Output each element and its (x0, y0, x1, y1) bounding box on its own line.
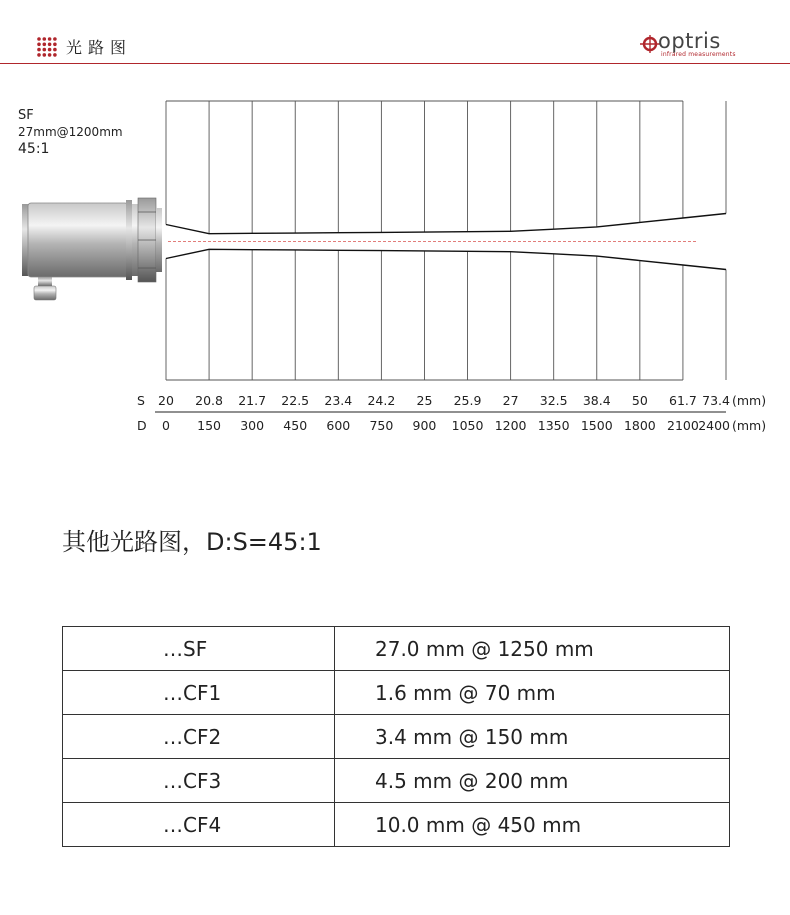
distance-label: 2100 (667, 418, 699, 433)
model-cell: …CF1 (63, 671, 335, 715)
table-row (63, 715, 730, 759)
logo-tagline: infrared measurements (661, 51, 736, 58)
spot-size-label: 27 (502, 393, 519, 408)
spot-size-label: 20.8 (195, 393, 223, 408)
spot-size-label: 61.7 (669, 393, 697, 408)
table-row (63, 759, 730, 803)
distance-label: 1050 (451, 418, 484, 433)
spot-size-label: 50 (631, 393, 648, 408)
model-cell: …CF3 (63, 759, 335, 803)
table-row (63, 627, 730, 671)
optics-table (62, 626, 730, 847)
logo-word: optris (658, 29, 721, 53)
distance-label: 750 (369, 418, 394, 433)
model-ratio: 45:1 (18, 141, 50, 157)
distance-label: 1200 (494, 418, 527, 433)
header-rule (0, 63, 790, 64)
table-row (63, 803, 730, 847)
model-cell: …SF (63, 627, 335, 671)
spec-cell: 27.0 mm @ 1250 mm (335, 627, 730, 671)
model-spot-spec: 27mm@1200mm (18, 125, 123, 139)
spec-cell: 3.4 mm @ 150 mm (335, 715, 730, 759)
table-row (63, 671, 730, 715)
beam-lower-edge (166, 249, 726, 269)
spot-size-label: 25 (416, 393, 433, 408)
spot-size-label: 32.5 (539, 393, 568, 408)
distance-grid (166, 101, 726, 380)
spot-size-label: 24.2 (367, 393, 396, 408)
dot-grid-icon (37, 37, 57, 57)
spot-size-label: 21.7 (238, 393, 267, 408)
distance-label: 300 (240, 418, 265, 433)
d-row-label: D (137, 418, 147, 433)
distance-label: 600 (326, 418, 351, 433)
distance-label: 1350 (537, 418, 570, 433)
other-optics-title: 其他光路图，D:S=45:1 (62, 528, 322, 556)
s-unit-label: (mm) (732, 393, 767, 408)
distance-label: 150 (197, 418, 222, 433)
distance-label: 1800 (623, 418, 656, 433)
spec-cell: 1.6 mm @ 70 mm (335, 671, 730, 715)
spot-size-label: 20 (158, 393, 174, 408)
sensor-head-image (22, 198, 162, 300)
d-unit-label: (mm) (732, 418, 767, 433)
distance-label: 0 (162, 418, 170, 433)
spot-size-label: 73.4 (702, 393, 730, 408)
spec-cell: 4.5 mm @ 200 mm (335, 759, 730, 803)
optris-logo (640, 29, 772, 60)
optical-path-diagram (0, 95, 790, 445)
model-name: SF (18, 108, 34, 123)
spot-size-label: 38.4 (582, 393, 611, 408)
crosshair-logo-icon (640, 34, 660, 54)
spec-cell: 10.0 mm @ 450 mm (335, 803, 730, 847)
distance-label: 450 (283, 418, 308, 433)
beam-upper-edge (166, 214, 726, 234)
spot-size-label: 23.4 (324, 393, 353, 408)
section-title: 光路图 (66, 38, 133, 57)
model-cell: …CF4 (63, 803, 335, 847)
s-row-label: S (137, 393, 145, 408)
model-cell: …CF2 (63, 715, 335, 759)
spot-size-label: 22.5 (281, 393, 310, 408)
spot-size-label: 25.9 (453, 393, 482, 408)
page-header (0, 0, 790, 66)
distance-label: 1500 (580, 418, 613, 433)
distance-label: 900 (412, 418, 437, 433)
distance-label: 2400 (698, 418, 730, 433)
